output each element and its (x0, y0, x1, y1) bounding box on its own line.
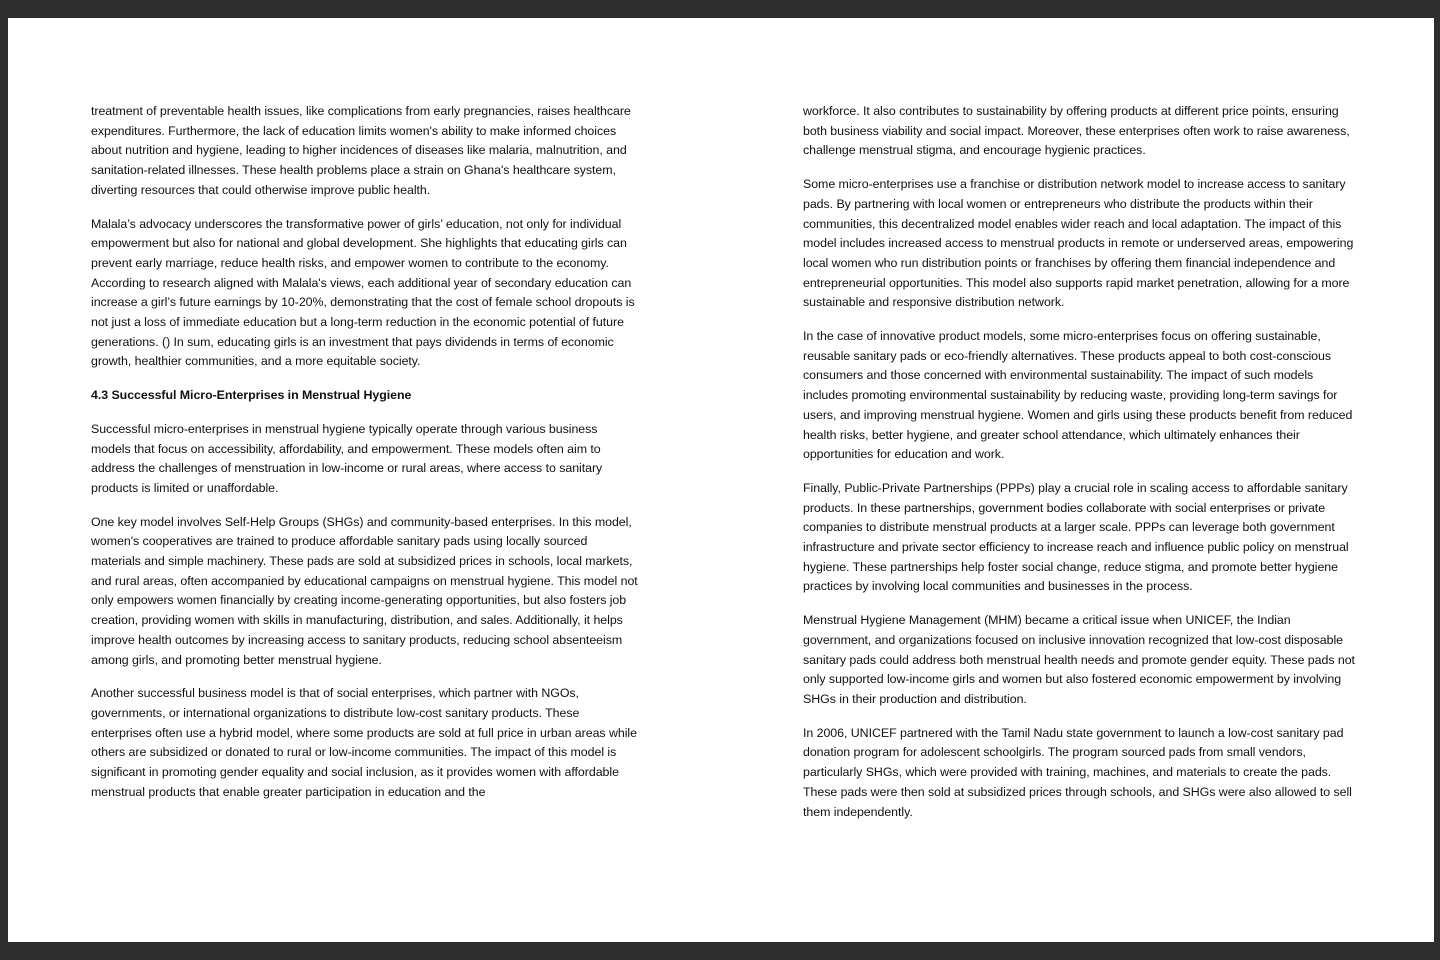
document-page[interactable] (8, 18, 1434, 942)
paragraph: workforce. It also contributes to sustainability by offering products at different price points, ensuring both business viability and social impact. Moreover, these enterprises often work to raise awareness, challenge menstrual stigma, and encourage hygienic practices. (803, 104, 1350, 158)
paragraph: Menstrual Hygiene Management (MHM) became a critical issue when UNICEF, the Indian government, and organizations focused on inclusive innovation recognized that low-cost disposable sanitary pads could address both menstrual health needs and promote gender equity. These pads not only supported low-income girls and women but also fostered economic empowerment by involving SHGs in their production and distribution. (803, 613, 1355, 706)
paragraph: Another successful business model is that of social enterprises, which partner with NGOs, governments, or international organizations to distribute low-cost sanitary products. These enterprises often use a hybrid model, where some products are sold at full price in urban areas while others are subsidized or donated to rural or low-income communities. The impact of this model is significant in promoting gender equality and social inclusion, as it provides women with affordable menstrual products that enable greater participation in education and the (91, 686, 637, 799)
paragraph: Malala’s advocacy underscores the transformative power of girls’ education, not only for individual empowerment but also for national and global development. She highlights that educating girls can prevent early marriage, reduce health risks, and empower women to contribute to the economy. According to research aligned with Malala's views, each additional year of secondary education can increase a girl’s future earnings by 10-20%, demonstrating that the cost of female school dropouts is not just a loss of immediate education but a long-term reduction in the economic potential of future generations. () In sum, educating girls is an investment that pays dividends in terms of economic growth, healthier communities, and a more equitable society. (91, 216, 635, 369)
paragraph: Some micro-enterprises use a franchise or distribution network model to increase access to sanitary pads. By partnering with local women or entrepreneurs who distribute the products within their communities, this decentralized model enables wider reach and local adaptation. The impact of this model includes increased access to menstrual products in remote or underserved areas, empowering local women who run distribution points or franchises by offering them financial independence and entrepreneurial opportunities. This model also supports rapid market penetration, allowing for a more sustainable and responsive distribution network. (803, 177, 1354, 310)
left-column (91, 102, 639, 817)
paragraph: In the case of innovative product models, some micro-enterprises focus on offering sustainable, reusable sanitary pads or eco-friendly alternatives. These products appeal to both cost-conscious consumers and those concerned with environmental sustainability. The impact of such models includes promoting environmental sustainability by reducing waste, providing long-term savings for users, and improving menstrual hygiene. Women and girls using these products benefit from reduced health risks, better hygiene, and greater school attendance, which ultimately enhances their opportunities for education and work. (803, 329, 1353, 462)
paragraph: Successful micro-enterprises in menstrual hygiene typically operate through various business models that focus on accessibility, affordability, and empowerment. These models often aim to address the challenges of menstruation in low-income or rural areas, where access to sanitary products is limited or unaffordable. (91, 421, 603, 495)
paragraph: One key model involves Self-Help Groups (SHGs) and community-based enterprises. In this model, women's cooperatives are trained to produce affordable sanitary pads using locally sourced materials and simple machinery. These pads are sold at subsidized prices in schools, local markets, and rural areas, often accompanied by educational campaigns on menstrual hygiene. This model not only empowers women financially by creating income-generating opportunities, but also fosters job creation, providing women with skills in manufacturing, distribution, and sales. Additionally, it helps improve health outcomes by increasing access to sanitary products, reducing school absenteeism among girls, and promoting better menstrual hygiene. (91, 514, 638, 667)
paragraph: In 2006, UNICEF partnered with the Tamil Nadu state government to launch a low-cost sanitary pad donation program for adolescent schoolgirls. The program sourced pads from small vendors, particularly SHGs, which were provided with training, machines, and materials to create the pads. These pads were then sold at subsidized prices through schools, and SHGs were also allowed to sell them independently. (803, 725, 1352, 819)
paragraph: Finally, Public-Private Partnerships (PPPs) play a crucial role in scaling access to affordable sanitary products. In these partnerships, government bodies collaborate with social enterprises or private companies to distribute menstrual products at a larger scale. PPPs can leverage both government infrastructure and private sector efficiency to increase reach and influence public policy on menstrual hygiene. These partnerships help foster social change, reduce stigma, and promote better hygiene practices by involving local communities and businesses in the process. (803, 480, 1349, 594)
paragraph: treatment of preventable health issues, like complications from early pregnancies, raises healthcare expenditures. Furthermore, the lack of education limits women's ability to make informed choices about nutrition and hygiene, leading to higher incidences of diseases like malaria, malnutrition, and sanitation-related illnesses. These health problems place a strain on Ghana's healthcare system, diverting resources that could otherwise improve public health. (91, 104, 631, 197)
section-heading: 4.3 Successful Micro-Enterprises in Menstrual Hygiene (91, 388, 412, 403)
right-column (803, 102, 1355, 836)
